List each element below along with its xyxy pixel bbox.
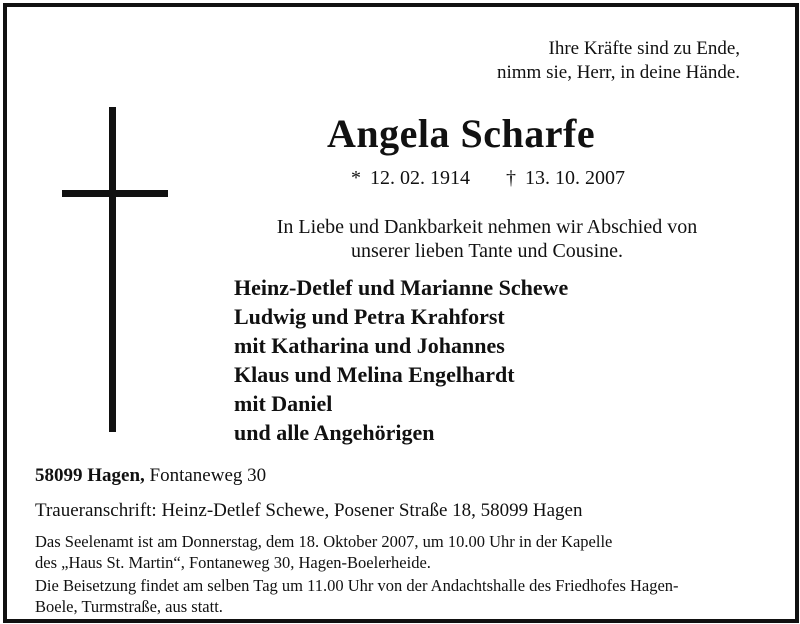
life-dates bbox=[347, 167, 625, 190]
requiem-line-1: Das Seelenamt ist am Donnerstag, dem 18. Oktober 2007, um 10.00 Uhr in der Kapelle bbox=[35, 532, 613, 551]
verse-line-1: Ihre Kräfte sind zu Ende, bbox=[548, 38, 741, 59]
cross-icon-horizontal bbox=[62, 190, 168, 197]
farewell-line-2: unserer lieben Tante und Cousine. bbox=[350, 240, 624, 262]
burial-line-2: Boele, Turmstraße, aus statt. bbox=[35, 597, 223, 616]
burial-notice bbox=[35, 575, 679, 617]
address-street: Fontaneweg 30 bbox=[149, 465, 267, 486]
death-date: 13. 10. 2007 bbox=[525, 167, 625, 189]
mourner-line: mit Daniel bbox=[234, 391, 333, 416]
birth-star-icon: * bbox=[351, 167, 361, 189]
farewell-line-1: In Liebe und Dankbarkeit nehmen wir Abschied von bbox=[276, 216, 698, 238]
mourner-line: Klaus und Melina Engelhardt bbox=[234, 362, 515, 387]
mourner-line: mit Katharina und Johannes bbox=[234, 333, 505, 358]
farewell-text bbox=[227, 215, 747, 263]
requiem-notice bbox=[35, 531, 612, 573]
requiem-line-2: des „Haus St. Martin“, Fontaneweg 30, Hagen-Boelerheide. bbox=[35, 553, 431, 572]
mourner-line: Ludwig und Petra Krahforst bbox=[234, 304, 505, 329]
cross-icon-vertical bbox=[109, 107, 116, 432]
death-cross-icon: † bbox=[506, 167, 516, 189]
mourner-line: Heinz-Detlef und Marianne Schewe bbox=[234, 275, 569, 300]
obituary-frame bbox=[3, 3, 799, 623]
address-city: 58099 Hagen, bbox=[35, 465, 145, 486]
burial-line-1: Die Beisetzung findet am selben Tag um 11.00 Uhr von der Andachtshalle des Friedhofes Hagen- bbox=[35, 576, 679, 595]
deceased-name: Angela Scharfe bbox=[327, 111, 596, 156]
birth-date: 12. 02. 1914 bbox=[370, 167, 470, 189]
mourning-address: Traueranschrift: Heinz-Detlef Schewe, Posener Straße 18, 58099 Hagen bbox=[35, 500, 583, 521]
mourner-line: und alle Angehörigen bbox=[234, 420, 435, 445]
memorial-verse bbox=[497, 37, 740, 85]
verse-line-2: nimm sie, Herr, in deine Hände. bbox=[497, 62, 741, 83]
location-address bbox=[35, 465, 266, 487]
mourners-list bbox=[234, 273, 568, 447]
